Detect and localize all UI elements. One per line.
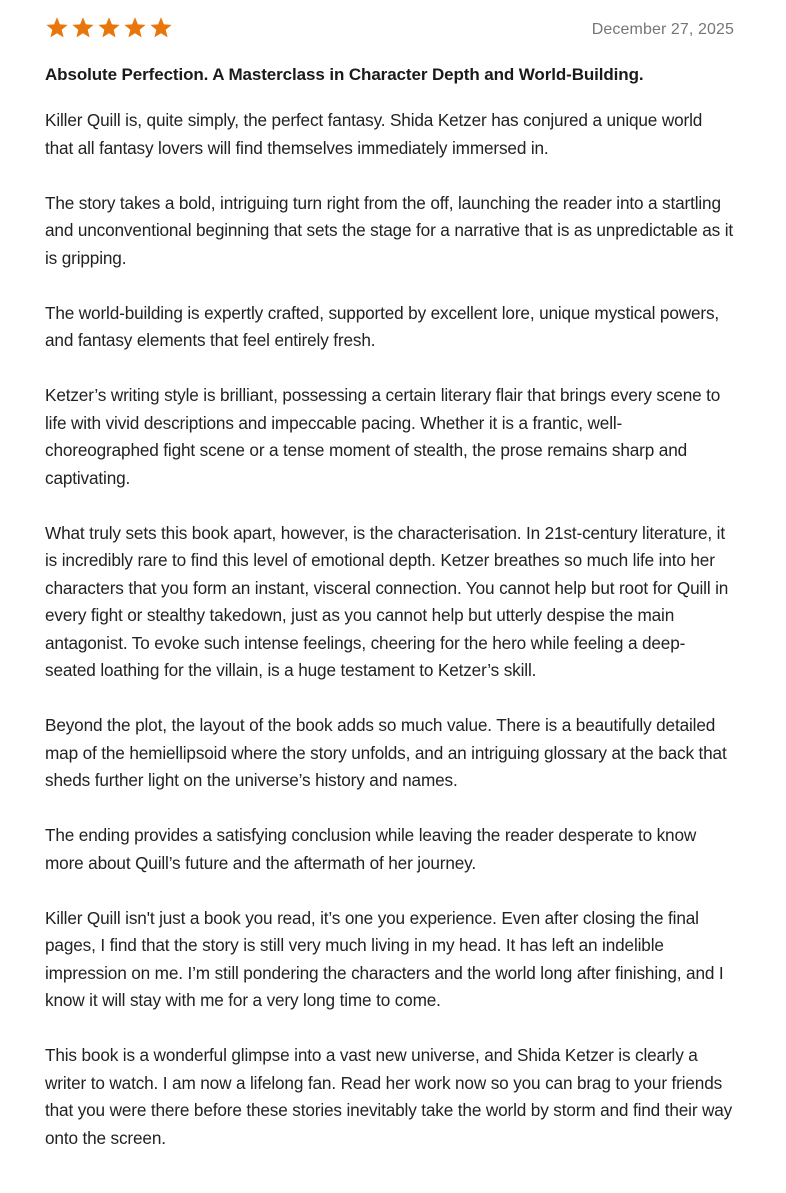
star-icon xyxy=(97,16,121,40)
review-body xyxy=(45,107,734,1152)
star-rating xyxy=(45,16,173,40)
review-paragraph: This book is a wonderful glimpse into a vast new universe, and Shida Ketzer is clearly a writer to watch. I am now a lifelong fan. Read her work now so you can brag to your friends that you were there before these stories inevitably take the world by storm and find their way onto the screen. xyxy=(45,1045,733,1148)
star-icon xyxy=(45,16,69,40)
review-paragraph: Ketzer’s writing style is brilliant, possessing a certain literary flair that brings every scene to life with vivid descriptions and impeccable pacing. Whether it is a frantic, well-choreographed fight scene or a tense moment of stealth, the prose remains sharp and captivating. xyxy=(45,385,721,488)
review-date: December 27, 2025 xyxy=(591,21,734,38)
review-paragraph: The ending provides a satisfying conclusion while leaving the reader desperate to know more about Quill’s future and the aftermath of her journey. xyxy=(45,825,697,873)
review-paragraph: Killer Quill isn't just a book you read, it’s one you experience. Even after closing the final pages, I find that the story is still very much living in my head. It has left an indelible impression on me. I’m still pondering the characters and the world long after finishing, and I know it will stay with me for a very long time to come. xyxy=(45,907,724,1010)
review-header xyxy=(45,0,734,58)
star-icon xyxy=(71,16,95,40)
review-paragraph: What truly sets this book apart, however, is the characterisation. In 21st-century literature, it is incredibly rare to find this level of emotional depth. Ketzer breathes so much life into her characters that you form an instant, visceral connection. You cannot help but root for Quill in every fight or stealthy takedown, just as you cannot help but utterly despise the main antagonist. To evoke such intense feelings, cheering for the hero while feeling a deep-seated loathing for the villain, is a huge testament to Ketzer’s skill. xyxy=(45,522,729,680)
star-icon xyxy=(149,16,173,40)
review-title: Absolute Perfection. A Masterclass in Character Depth and World-Building. xyxy=(45,65,644,84)
review-paragraph: The story takes a bold, intriguing turn right from the off, launching the reader into a startling and unconventional beginning that sets the stage for a narrative that is as unpredictable as it is gripping. xyxy=(45,192,734,268)
review-paragraph: Beyond the plot, the layout of the book adds so much value. There is a beautifully detailed map of the hemiellipsoid where the story unfolds, and an intriguing glossary at the back that sheds further light on the universe’s history and names. xyxy=(45,715,727,790)
review-paragraph: The world-building is expertly crafted, supported by excellent lore, unique mystical powers, and fantasy elements that feel entirely fresh. xyxy=(45,302,720,350)
star-icon xyxy=(123,16,147,40)
review-paragraph: Killer Quill is, quite simply, the perfect fantasy. Shida Ketzer has conjured a unique world that all fantasy lovers will find themselves immediately immersed in. xyxy=(45,110,703,158)
